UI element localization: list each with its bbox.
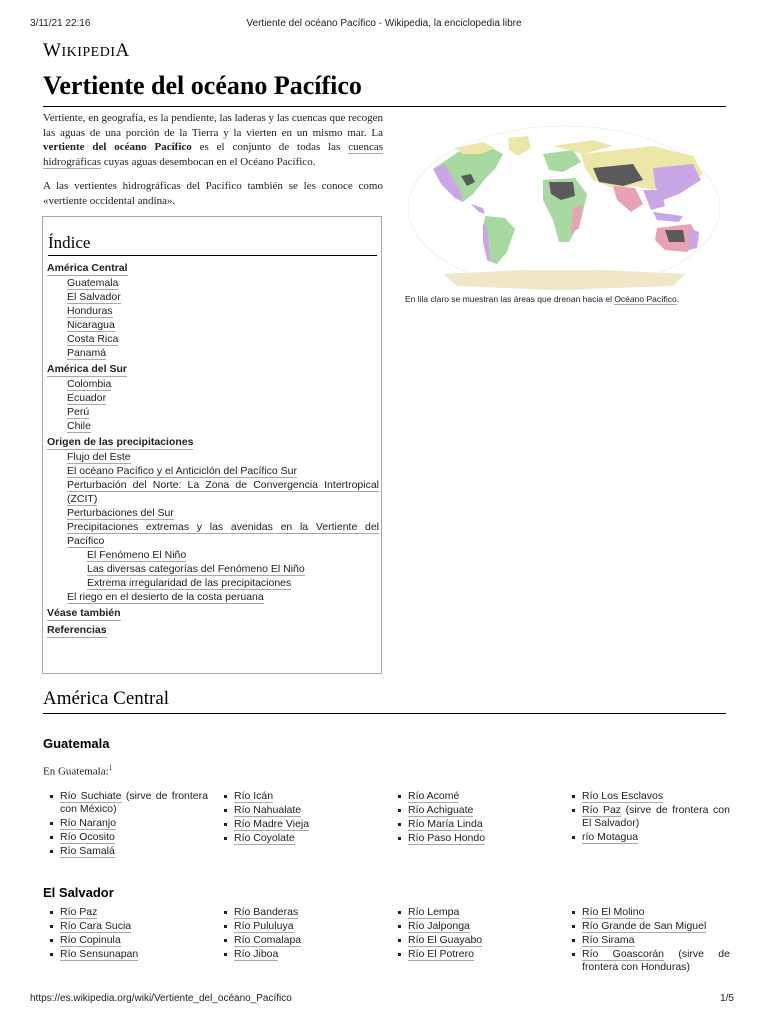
river-column [217, 790, 382, 846]
river-link[interactable]: Río Paz [60, 906, 98, 918]
toc-subsection-item[interactable] [67, 520, 379, 548]
river-list-item [391, 832, 556, 845]
lead-paragraph-2: A las vertientes hidrográficas del Pacífico también se les conoce como «vertiente occidental andina». [43, 180, 383, 207]
river-list-item [565, 831, 730, 844]
lead-text: es el conjunto de todas las [191, 141, 349, 154]
river-link[interactable]: Río Ocosito [60, 830, 115, 843]
guatemala-intro [43, 764, 112, 778]
river-list-item [217, 790, 382, 803]
river-list-item [565, 790, 730, 803]
toc-section-item[interactable] [47, 262, 381, 276]
river-link[interactable]: Río Paso Hondo [408, 832, 486, 844]
river-column [43, 790, 208, 859]
river-list-item [391, 790, 556, 803]
toc-subsection-label[interactable]: Chile [67, 420, 91, 432]
toc-section-label[interactable]: Origen de las precipitaciones [47, 436, 194, 448]
lead-text: Vertiente, en geografía, es la pendiente, las laderas y las cuencas que recogen las aguas de una porción de la Tierra y la vierten en un mismo mar. La [43, 112, 383, 139]
river-link[interactable]: Río Paz [582, 804, 622, 816]
river-link[interactable]: Río El Guayabo [408, 934, 483, 946]
toc-subsection-item[interactable] [67, 276, 379, 290]
river-column [391, 906, 556, 962]
toc-section-item[interactable] [47, 436, 381, 450]
toc-section-item[interactable] [47, 624, 381, 638]
subsection-heading-guatemala: Guatemala [43, 736, 110, 751]
toc-section-item[interactable] [47, 363, 381, 377]
toc-subsection-label[interactable]: El riego en el desierto de la costa peruana [67, 591, 264, 603]
page-title: Vertiente del océano Pacífico [43, 70, 726, 107]
caption-text: En lila claro se muestran las áreas que drenan hacia el [405, 294, 615, 304]
toc-subsubsection-item[interactable] [87, 548, 381, 562]
river-link[interactable]: Río Icán [234, 790, 274, 802]
river-list-item [391, 948, 556, 961]
river-link[interactable]: Río El Molino [582, 906, 645, 918]
river-link[interactable]: Río Los Esclavos [582, 790, 664, 802]
logo-final: A [115, 40, 130, 61]
subsection-heading-el-salvador: El Salvador [43, 885, 114, 900]
river-list-item [565, 906, 730, 919]
lead-bold-term: vertiente del océano Pacífico [43, 141, 192, 154]
toc-subsection-item[interactable] [67, 464, 379, 478]
river-column [217, 906, 382, 962]
river-column [565, 906, 730, 975]
toc-subsection-label[interactable]: Costa Rica [67, 333, 119, 345]
link-oceano-pacifico[interactable]: Océano Pacífico [614, 294, 677, 304]
lead-section [43, 111, 383, 219]
toc-section-label[interactable]: América del Sur [47, 363, 127, 375]
river-list-item [43, 906, 208, 919]
river-list-item [565, 804, 730, 829]
toc-subsection-item[interactable] [67, 450, 379, 464]
river-link[interactable]: Río Sirama [582, 934, 635, 946]
river-list-item [217, 948, 382, 961]
river-link[interactable]: Río Comalapa [234, 934, 302, 946]
river-list-item [565, 934, 730, 947]
river-link[interactable]: Río Pululuya [234, 920, 294, 932]
lead-paragraph-1 [43, 111, 383, 169]
river-list-item [43, 845, 208, 858]
river-link[interactable]: río Motagua [582, 830, 639, 843]
river-link[interactable]: Río Naranjo [60, 816, 117, 829]
toc-subsection-label[interactable]: Ecuador [67, 392, 107, 404]
toc-subsection-label[interactable]: Flujo del Este [67, 451, 131, 463]
river-list-item [217, 934, 382, 947]
lead-text: cuyas aguas desembocan en el Océano Pacífico. [101, 155, 316, 168]
link-cuencas-hidrograficas[interactable]: cuencas hidrográficas [43, 141, 383, 168]
river-link[interactable]: Río Cara Sucia [60, 920, 132, 932]
toc-section-label[interactable]: Véase también [47, 607, 121, 619]
toc-subsection-label[interactable]: El océano Pacífico y el Anticiclón del Pacífico Sur [67, 465, 297, 477]
logo-middle: IKIPEDI [61, 45, 116, 60]
river-list-item [391, 818, 556, 831]
table-of-contents [42, 216, 382, 674]
river-link[interactable]: Río Suchiate [60, 790, 122, 802]
toc-section-label[interactable]: Referencias [47, 624, 107, 636]
river-column [43, 906, 208, 962]
toc-subsubsection-label[interactable]: Extrema irregularidad de las precipitaciones [87, 577, 292, 589]
river-link[interactable]: Río Madre Vieja [234, 818, 310, 830]
world-drainage-map[interactable] [403, 124, 725, 292]
river-column [565, 790, 730, 845]
river-link[interactable]: Río Lempa [408, 906, 460, 918]
intro-text: En Guatemala: [43, 765, 109, 778]
toc-title: Índice [48, 233, 377, 256]
river-list-item [43, 817, 208, 830]
river-list-item [391, 934, 556, 947]
toc-subsection-label[interactable]: Honduras [67, 305, 113, 317]
toc-subsection-label[interactable]: El Salvador [67, 291, 121, 303]
section-heading-america-central: América Central [43, 688, 726, 714]
wikipedia-logo[interactable] [43, 40, 130, 62]
river-link[interactable]: Río Grande de San Miguel [582, 920, 707, 932]
river-list-item [43, 790, 208, 815]
print-date: 3/11/21 22:16 [30, 18, 91, 29]
print-page-number: 1/5 [720, 993, 734, 1004]
reference-link[interactable]: 1 [108, 764, 113, 772]
toc-subsection-label[interactable]: Perú [67, 406, 90, 418]
toc-list [43, 262, 381, 638]
toc-subsubsection-label[interactable]: Las diversas categorías del Fenómeno El Niño [87, 563, 305, 575]
toc-subsection-label[interactable]: Precipitaciones extremas y las avenidas en la Vertiente del Pacífico [67, 521, 379, 547]
caption-text: . [676, 294, 680, 304]
toc-subsection-item[interactable] [67, 318, 379, 332]
river-list-item [391, 920, 556, 933]
river-list-item [565, 948, 730, 973]
river-list-item [565, 920, 730, 933]
river-link[interactable]: Río María Linda [408, 818, 483, 830]
map-figure [403, 124, 725, 304]
river-list-item [391, 906, 556, 919]
toc-subsection-label[interactable]: Nicaragua [67, 319, 115, 331]
toc-subsection-label[interactable]: Perturbaciones del Sur [67, 507, 174, 519]
toc-subsection-item[interactable] [67, 405, 379, 419]
river-link[interactable]: Río Copinula [60, 934, 121, 946]
river-list-item [217, 804, 382, 817]
river-link[interactable]: Río Jalponga [408, 920, 470, 932]
toc-subsection-item[interactable] [67, 290, 379, 304]
toc-subsubsection-item[interactable] [87, 562, 381, 576]
toc-subsection-item[interactable] [67, 506, 379, 520]
river-link[interactable]: Río Banderas [234, 906, 299, 918]
river-note: (sirve de frontera con México) [60, 790, 208, 815]
river-link[interactable]: Río Jiboa [234, 948, 279, 960]
river-list-item [43, 948, 208, 961]
print-url: https://es.wikipedia.org/wiki/Vertiente_del_océano_Pacífico [30, 993, 292, 1004]
toc-section-item[interactable] [47, 607, 381, 621]
toc-subsection-item[interactable] [67, 391, 379, 405]
toc-subsection-item[interactable] [67, 478, 379, 506]
river-list-item [43, 934, 208, 947]
toc-subsection-item[interactable] [67, 590, 379, 604]
print-page-title: Vertiente del océano Pacífico - Wikipedia, la enciclopedia libre [246, 18, 522, 29]
logo-initial: W [43, 40, 62, 61]
toc-subsection-item[interactable] [67, 332, 379, 346]
river-link[interactable]: Río Samalá [60, 844, 115, 857]
toc-subsection-item[interactable] [67, 419, 379, 433]
river-note: (sirve de frontera con El Salvador) [582, 804, 730, 829]
toc-section-label[interactable]: América Central [47, 262, 128, 274]
river-list-item [217, 832, 382, 845]
river-link[interactable]: Río Nahualate [234, 804, 302, 816]
river-column [391, 790, 556, 846]
map-caption [403, 294, 725, 304]
river-list-item [217, 920, 382, 933]
toc-subsection-label[interactable]: Panamá [67, 347, 107, 359]
river-list-item [43, 920, 208, 933]
river-link[interactable]: Río Sensunapan [60, 948, 139, 960]
river-list-item [43, 831, 208, 844]
river-list-item [391, 804, 556, 817]
toc-subsection-item[interactable] [67, 304, 379, 318]
river-list-item [217, 818, 382, 831]
river-link[interactable]: Río El Potrero [408, 948, 474, 960]
river-link[interactable]: Río Goascorán [582, 948, 665, 960]
toc-subsection-item[interactable] [67, 377, 379, 391]
toc-subsection-label[interactable]: Colombia [67, 378, 112, 390]
toc-subsubsection-item[interactable] [87, 576, 381, 590]
river-link[interactable]: Río Achiguate [408, 804, 474, 816]
toc-subsubsection-label[interactable]: El Fenómeno El Niño [87, 549, 187, 561]
toc-subsection-item[interactable] [67, 346, 379, 360]
world-map-image [403, 124, 725, 292]
river-link[interactable]: Río Coyolate [234, 832, 295, 844]
river-list-item [217, 906, 382, 919]
river-note: (sirve de frontera con Honduras) [582, 948, 730, 973]
toc-subsection-label[interactable]: Perturbación del Norte: La Zona de Convergencia Intertropical (ZCIT) [67, 479, 379, 505]
toc-subsection-label[interactable]: Guatemala [67, 277, 119, 289]
river-link[interactable]: Río Acomé [408, 790, 460, 802]
